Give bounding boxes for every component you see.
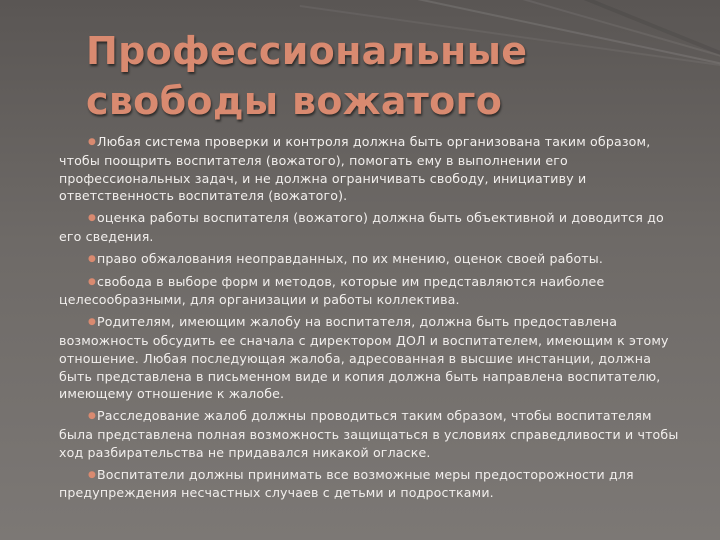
list-item-text: Родителям, имеющим жалобу на воспитателя, должна быть предоставлена возможность обсудить ее сначала с директором ДОЛ и воспитателем, имеющим к этому отношение. Любая последующая жалоба, адресованная в высшие инстанции, должна быть представлена в письменном виде и копия должна быть направлена воспитателю, имеющему отношение к жалобе. xyxy=(59,314,669,402)
bullet-dot-icon: ● xyxy=(88,317,97,328)
bullet-dot-icon: ● xyxy=(88,276,97,287)
list-item xyxy=(59,466,687,503)
list-item xyxy=(59,407,687,461)
list-item xyxy=(59,313,687,403)
list-item-text: оценка работы воспитателя (вожатого) должна быть объективной и доводится до его сведения. xyxy=(59,210,664,244)
list-item-text: право обжалования неоправданных, по их мнению, оценок своей работы. xyxy=(97,250,604,266)
list-item xyxy=(59,273,687,310)
bullet-dot-icon: ● xyxy=(88,411,97,422)
list-item-text: Воспитатели должны принимать все возможные меры предосторожности для предупреждения несчастных случаев с детьми и подростками. xyxy=(59,466,634,501)
slide-title xyxy=(86,26,686,126)
list-item-text: Любая система проверки и контроля должна быть организована таким образом, чтобы поощрить воспитателя (вожатого), помогать ему в выполнении его профессиональных задач, и не должна ограничивать свободу, инициативу и ответственность воспитателя (вожатого). xyxy=(59,134,651,204)
bullet-dot-icon: ● xyxy=(88,137,97,147)
list-item-text: свобода в выборе форм и методов, которые им представляются наиболее целесообразными, для организации и работы коллектива. xyxy=(59,273,605,308)
list-item-text: Расследование жалоб должны проводиться таким образом, чтобы воспитателям была представлена полная возможность защищаться в условиях справедливости и чтобы ход разбирательства не придавался никакой огласке. xyxy=(59,408,679,460)
list-item xyxy=(59,209,687,246)
bullet-dot-icon: ● xyxy=(88,213,97,224)
slide-title-line-2: свободы вожатого xyxy=(86,79,503,123)
list-item xyxy=(59,250,687,269)
bullet-list xyxy=(59,133,687,506)
bullet-dot-icon: ● xyxy=(88,253,97,264)
slide-title-line-1: Профессиональные xyxy=(86,29,528,73)
list-item xyxy=(59,133,687,205)
bullet-dot-icon: ● xyxy=(88,469,97,480)
